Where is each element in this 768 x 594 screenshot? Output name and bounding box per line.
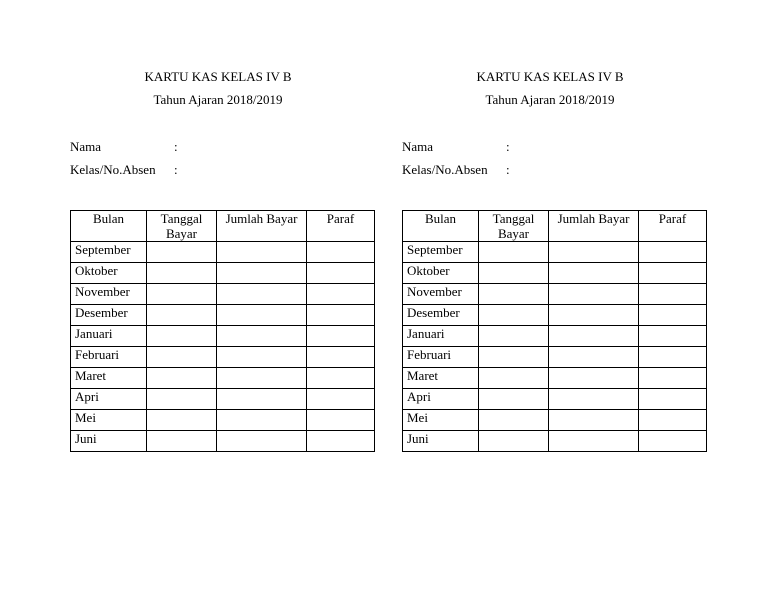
table-row	[403, 368, 707, 389]
table-row	[71, 389, 375, 410]
nama-colon: :	[506, 139, 510, 154]
month-cell: Oktober	[71, 263, 147, 284]
column-header-paraf: Paraf	[639, 211, 707, 242]
jumlah-bayar-cell[interactable]	[549, 326, 639, 347]
table-row	[71, 284, 375, 305]
paraf-cell[interactable]	[639, 389, 707, 410]
tanggal-bayar-cell[interactable]	[479, 326, 549, 347]
table-row	[71, 347, 375, 368]
month-cell: Juni	[71, 431, 147, 452]
jumlah-bayar-cell[interactable]	[549, 431, 639, 452]
tanggal-bayar-cell[interactable]	[479, 347, 549, 368]
jumlah-bayar-cell[interactable]	[549, 389, 639, 410]
card-subtitle: Tahun Ajaran 2018/2019	[153, 92, 283, 107]
table-row	[403, 305, 707, 326]
jumlah-bayar-cell[interactable]	[549, 368, 639, 389]
nama-label: Nama	[70, 139, 102, 154]
month-cell: Apri	[71, 389, 147, 410]
tanggal-bayar-cell[interactable]	[479, 305, 549, 326]
month-cell: Desember	[71, 305, 147, 326]
paraf-cell[interactable]	[639, 263, 707, 284]
paraf-cell[interactable]	[639, 326, 707, 347]
paraf-cell[interactable]	[639, 410, 707, 431]
column-header-tanggal-bayar: Tanggal Bayar	[479, 211, 549, 242]
tanggal-bayar-cell[interactable]	[147, 263, 217, 284]
table-row	[71, 326, 375, 347]
table-row	[71, 368, 375, 389]
paraf-cell[interactable]	[639, 305, 707, 326]
tanggal-bayar-cell[interactable]	[147, 431, 217, 452]
nama-field	[402, 139, 510, 155]
month-cell: Apri	[403, 389, 479, 410]
tanggal-bayar-cell[interactable]	[479, 389, 549, 410]
jumlah-bayar-cell[interactable]	[549, 284, 639, 305]
paraf-cell[interactable]	[307, 263, 375, 284]
month-cell: November	[71, 284, 147, 305]
nama-colon: :	[174, 139, 178, 154]
table-row	[403, 431, 707, 452]
paraf-cell[interactable]	[307, 368, 375, 389]
table-header-row	[71, 211, 375, 242]
table-header-row	[403, 211, 707, 242]
month-cell: Maret	[71, 368, 147, 389]
kelas-absen-colon: :	[174, 162, 178, 177]
jumlah-bayar-cell[interactable]	[217, 368, 307, 389]
jumlah-bayar-cell[interactable]	[217, 263, 307, 284]
tanggal-bayar-cell[interactable]	[479, 263, 549, 284]
tanggal-bayar-cell[interactable]	[479, 242, 549, 263]
paraf-cell[interactable]	[307, 389, 375, 410]
card-title: KARTU KAS KELAS IV B	[476, 69, 624, 84]
jumlah-bayar-cell[interactable]	[217, 347, 307, 368]
column-header-jumlah-bayar: Jumlah Bayar	[217, 211, 307, 242]
paraf-cell[interactable]	[307, 326, 375, 347]
month-cell: Februari	[403, 347, 479, 368]
paraf-cell[interactable]	[307, 431, 375, 452]
table-row	[71, 410, 375, 431]
tanggal-bayar-cell[interactable]	[147, 410, 217, 431]
paraf-cell[interactable]	[307, 410, 375, 431]
month-cell: Mei	[403, 410, 479, 431]
paraf-cell[interactable]	[639, 368, 707, 389]
table-row	[71, 242, 375, 263]
column-header-tanggal-bayar: Tanggal Bayar	[147, 211, 217, 242]
month-cell: September	[403, 242, 479, 263]
table-row	[403, 326, 707, 347]
table-row	[71, 305, 375, 326]
jumlah-bayar-cell[interactable]	[217, 389, 307, 410]
paraf-cell[interactable]	[639, 242, 707, 263]
tanggal-bayar-cell[interactable]	[147, 347, 217, 368]
paraf-cell[interactable]	[307, 305, 375, 326]
kelas-absen-label: Kelas/No.Absen	[402, 162, 488, 177]
paraf-cell[interactable]	[639, 347, 707, 368]
kelas-absen-label: Kelas/No.Absen	[70, 162, 156, 177]
kelas-absen-colon: :	[506, 162, 510, 177]
payment-table	[70, 210, 375, 452]
jumlah-bayar-cell[interactable]	[217, 326, 307, 347]
paraf-cell[interactable]	[307, 242, 375, 263]
jumlah-bayar-cell[interactable]	[217, 431, 307, 452]
tanggal-bayar-cell[interactable]	[147, 389, 217, 410]
nama-label: Nama	[402, 139, 434, 154]
table-row	[403, 347, 707, 368]
jumlah-bayar-cell[interactable]	[217, 284, 307, 305]
jumlah-bayar-cell[interactable]	[549, 242, 639, 263]
month-cell: September	[71, 242, 147, 263]
tanggal-bayar-cell[interactable]	[479, 368, 549, 389]
column-header-paraf: Paraf	[307, 211, 375, 242]
kas-card-left	[68, 0, 378, 594]
month-cell: Januari	[403, 326, 479, 347]
month-cell: November	[403, 284, 479, 305]
month-cell: Januari	[71, 326, 147, 347]
column-header-jumlah-bayar: Jumlah Bayar	[549, 211, 639, 242]
kelas-absen-field	[402, 162, 510, 178]
month-cell: Mei	[71, 410, 147, 431]
tanggal-bayar-cell[interactable]	[147, 242, 217, 263]
table-row	[71, 263, 375, 284]
table-row	[403, 410, 707, 431]
table-row	[403, 389, 707, 410]
month-cell: Oktober	[403, 263, 479, 284]
kas-card-right	[400, 0, 710, 594]
month-cell: Desember	[403, 305, 479, 326]
jumlah-bayar-cell[interactable]	[217, 410, 307, 431]
kelas-absen-field	[70, 162, 178, 178]
jumlah-bayar-cell[interactable]	[549, 410, 639, 431]
tanggal-bayar-cell[interactable]	[147, 305, 217, 326]
nama-field	[70, 139, 178, 155]
card-subtitle: Tahun Ajaran 2018/2019	[485, 92, 615, 107]
jumlah-bayar-cell[interactable]	[217, 242, 307, 263]
month-cell: Februari	[71, 347, 147, 368]
tanggal-bayar-cell[interactable]	[147, 326, 217, 347]
jumlah-bayar-cell[interactable]	[549, 263, 639, 284]
table-row	[71, 431, 375, 452]
paraf-cell[interactable]	[639, 431, 707, 452]
tanggal-bayar-cell[interactable]	[479, 284, 549, 305]
jumlah-bayar-cell[interactable]	[217, 305, 307, 326]
column-header-bulan: Bulan	[403, 211, 479, 242]
tanggal-bayar-cell[interactable]	[147, 284, 217, 305]
card-title: KARTU KAS KELAS IV B	[144, 69, 292, 84]
tanggal-bayar-cell[interactable]	[479, 410, 549, 431]
table-row	[403, 284, 707, 305]
tanggal-bayar-cell[interactable]	[479, 431, 549, 452]
month-cell: Maret	[403, 368, 479, 389]
month-cell: Juni	[403, 431, 479, 452]
paraf-cell[interactable]	[307, 347, 375, 368]
jumlah-bayar-cell[interactable]	[549, 347, 639, 368]
tanggal-bayar-cell[interactable]	[147, 368, 217, 389]
paraf-cell[interactable]	[307, 284, 375, 305]
payment-table	[402, 210, 707, 452]
column-header-bulan: Bulan	[71, 211, 147, 242]
jumlah-bayar-cell[interactable]	[549, 305, 639, 326]
paraf-cell[interactable]	[639, 284, 707, 305]
table-row	[403, 242, 707, 263]
table-row	[403, 263, 707, 284]
